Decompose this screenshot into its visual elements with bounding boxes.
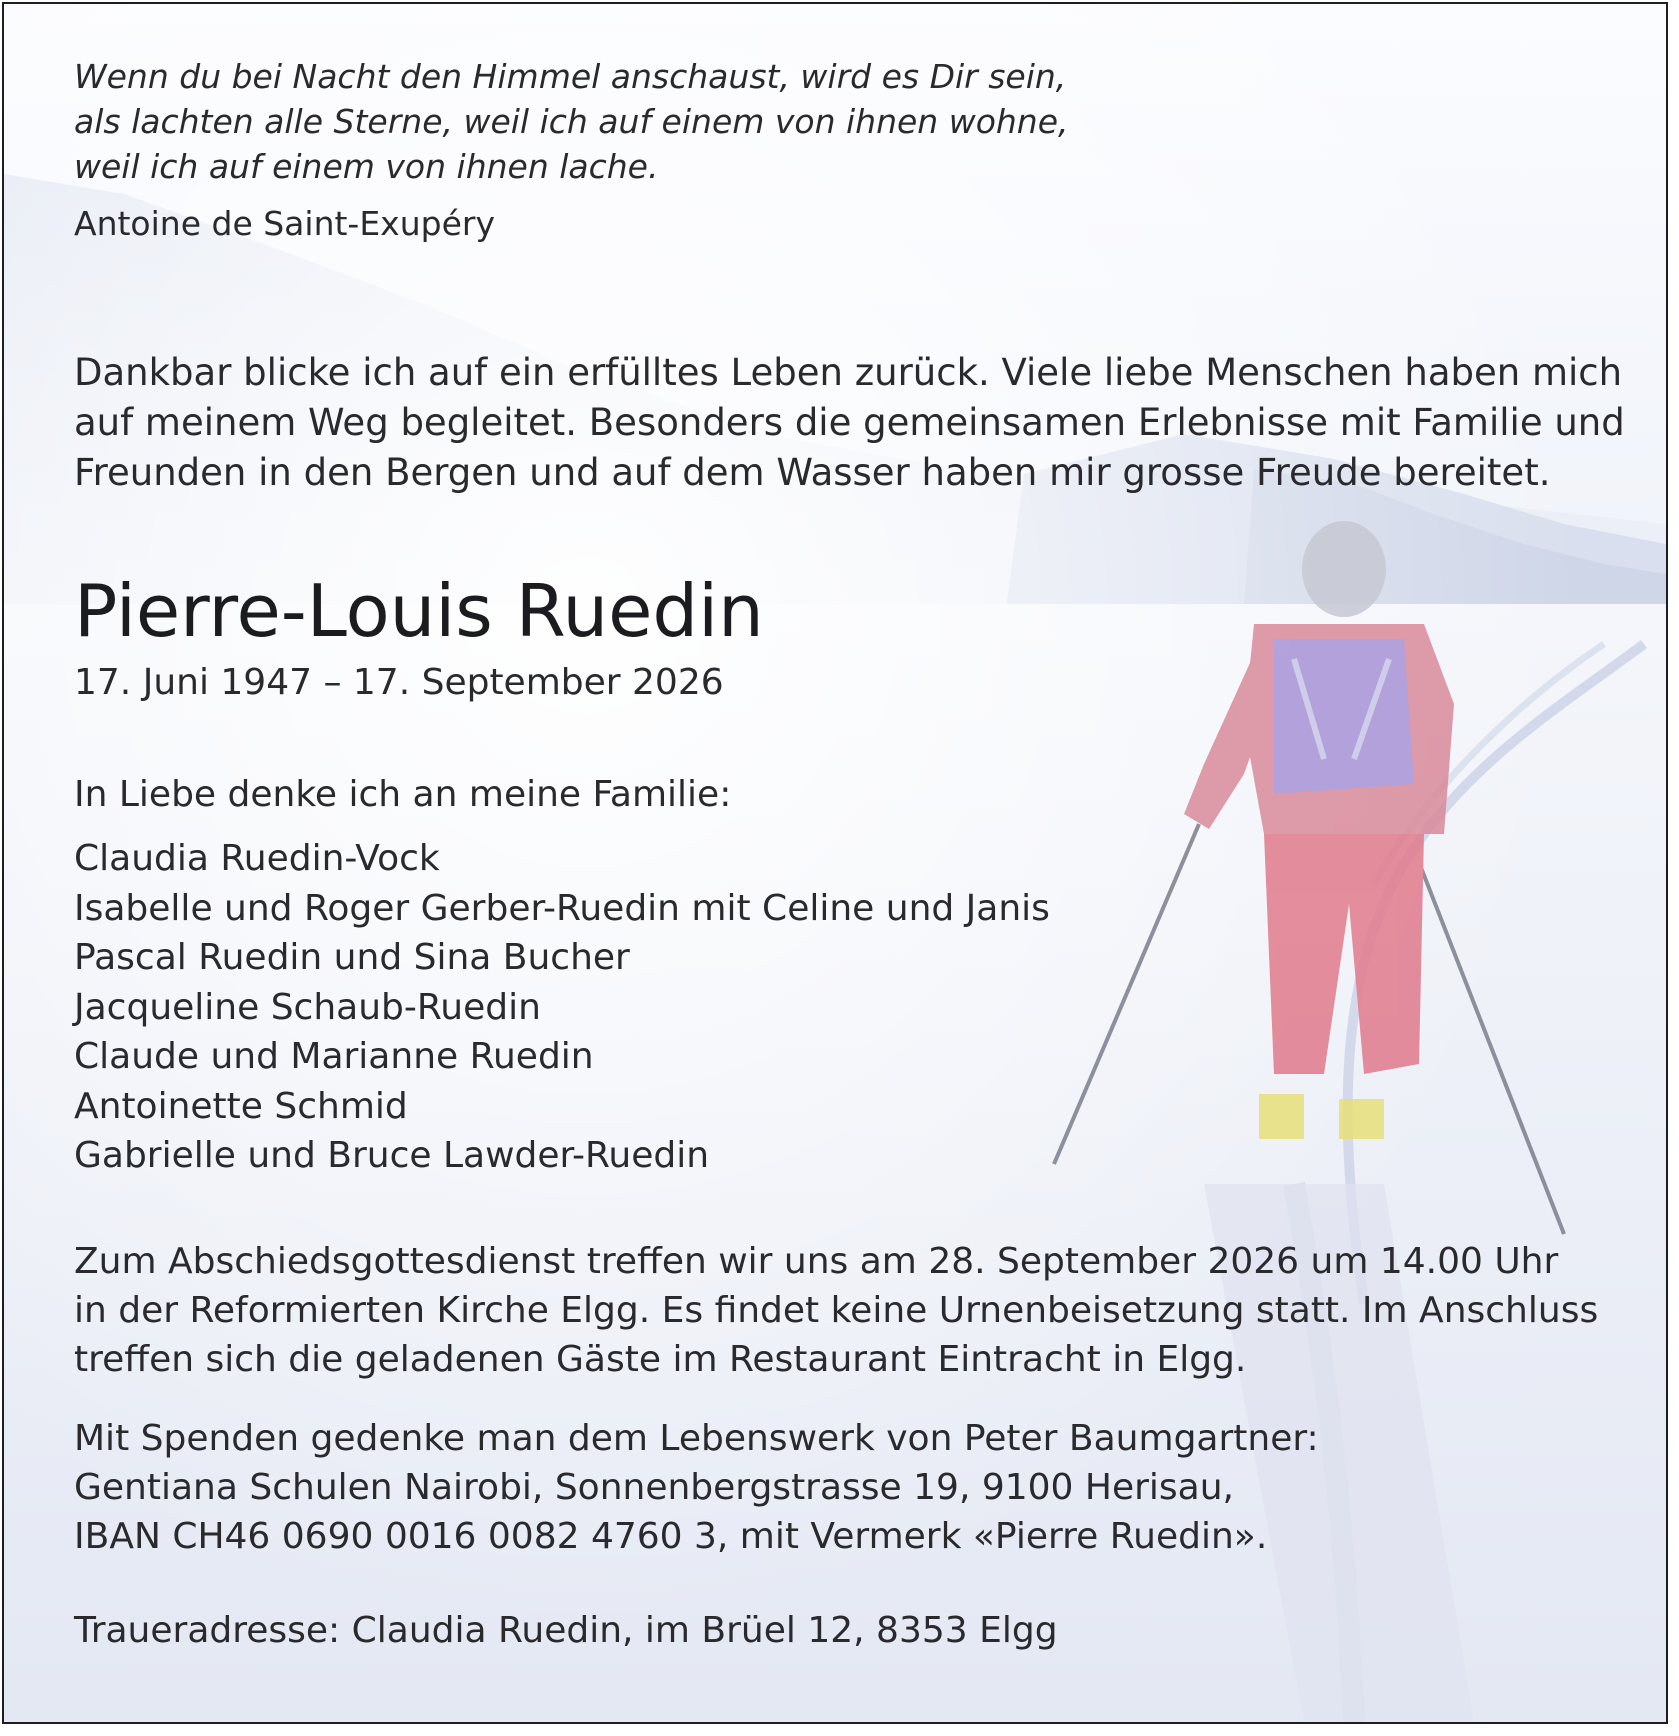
quote bbox=[74, 54, 1069, 189]
quote-line: Wenn du bei Nacht den Himmel anschaust, wird es Dir sein, bbox=[74, 57, 1067, 96]
quote-line: weil ich auf einem von ihnen lache. bbox=[74, 147, 659, 186]
family-member: Claudia Ruedin-Vock bbox=[74, 838, 440, 879]
intro-line: Dankbar blicke ich auf ein erfülltes Leben zurück. Viele liebe Menschen haben mich bbox=[74, 351, 1623, 394]
intro-line: Freunden in den Bergen und auf dem Wasser haben mir grosse Freude bereitet. bbox=[74, 451, 1551, 494]
quote-author: Antoine de Saint-Exupéry bbox=[74, 204, 495, 243]
life-dates: 17. Juni 1947 – 17. September 2026 bbox=[74, 662, 724, 703]
donation-paragraph bbox=[74, 1414, 1319, 1561]
deceased-name: Pierre-Louis Ruedin bbox=[74, 569, 764, 653]
family-member: Claude und Marianne Ruedin bbox=[74, 1036, 594, 1077]
donation-line: IBAN CH46 0690 0016 0082 4760 3, mit Vermerk «Pierre Ruedin». bbox=[74, 1516, 1268, 1557]
intro-paragraph bbox=[74, 348, 1625, 498]
service-paragraph bbox=[74, 1237, 1598, 1384]
family-heading: In Liebe denke ich an meine Familie: bbox=[74, 774, 732, 815]
obituary-content bbox=[4, 4, 1666, 1722]
obituary-card bbox=[2, 2, 1668, 1724]
family-list bbox=[74, 834, 1050, 1181]
service-line: Zum Abschiedsgottesdienst treffen wir uns am 28. September 2026 um 14.00 Uhr bbox=[74, 1241, 1559, 1282]
donation-line: Gentiana Schulen Nairobi, Sonnenbergstrasse 19, 9100 Herisau, bbox=[74, 1467, 1234, 1508]
family-member: Antoinette Schmid bbox=[74, 1085, 408, 1127]
service-line: treffen sich die geladenen Gäste im Restaurant Eintracht in Elgg. bbox=[74, 1339, 1247, 1380]
mourning-address: Traueradresse: Claudia Ruedin, im Brüel 12, 8353 Elgg bbox=[74, 1610, 1058, 1651]
intro-line: auf meinem Weg begleitet. Besonders die gemeinsamen Erlebnisse mit Familie und bbox=[74, 401, 1625, 444]
family-member: Gabrielle und Bruce Lawder-Ruedin bbox=[74, 1135, 710, 1176]
family-member: Pascal Ruedin und Sina Bucher bbox=[74, 937, 630, 978]
family-member: Isabelle und Roger Gerber-Ruedin mit Celine und Janis bbox=[74, 887, 1050, 929]
quote-line: als lachten alle Sterne, weil ich auf einem von ihnen wohne, bbox=[74, 102, 1069, 141]
donation-line: Mit Spenden gedenke man dem Lebenswerk von Peter Baumgartner: bbox=[74, 1418, 1319, 1459]
family-member: Jacqueline Schaub-Ruedin bbox=[74, 986, 541, 1028]
service-line: in der Reformierten Kirche Elgg. Es findet keine Urnenbeisetzung statt. Im Anschluss bbox=[74, 1290, 1599, 1331]
